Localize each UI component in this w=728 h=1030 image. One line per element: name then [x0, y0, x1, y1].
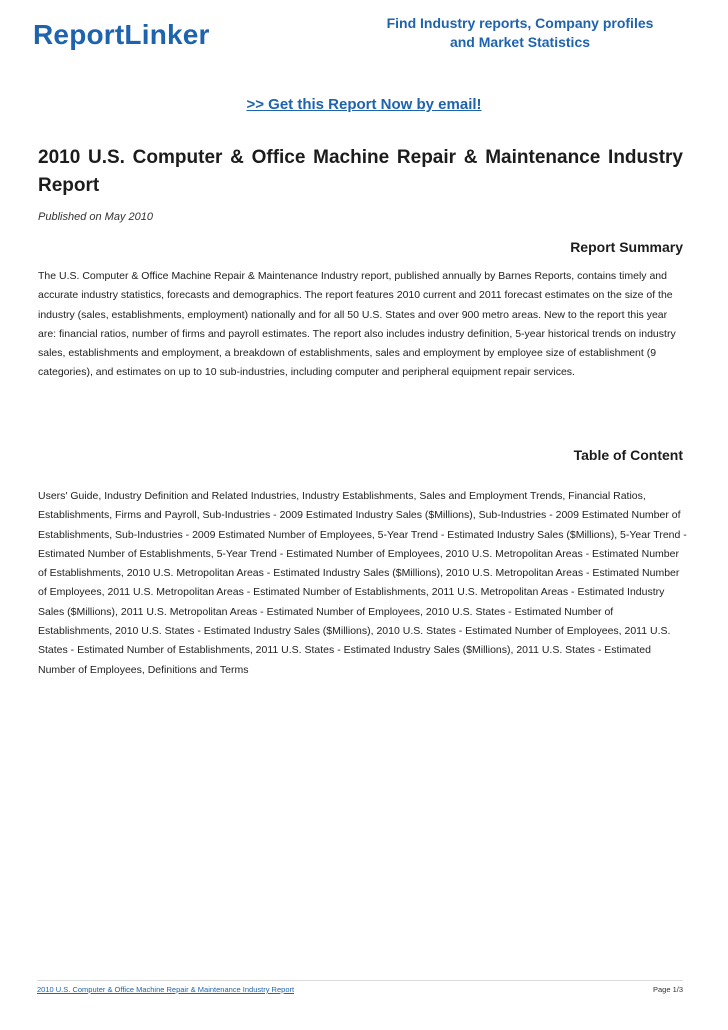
report-title: 2010 U.S. Computer & Office Machine Repair & Maintenance Industry Report [38, 147, 683, 196]
page-footer [37, 980, 683, 999]
published-date: Published on May 2010 [38, 211, 153, 223]
reportlinker-logo[interactable]: ReportLinker [33, 19, 210, 50]
table-of-content-text: Users' Guide, Industry Definition and Related Industries, Industry Establishments, Sales and Employment Trends, Financial Ratios, Establishments, Firms and Payroll, Sub-Industries - 2009 Estimated Industry Sales ($Millions), Sub-Industries - 2009 Estimated Number of Establishments, Sub-Industries - 2009 Estimated Number of Employees, 5-Year Trend - Estimated Industry Sales ($Millions), 5-Year Trend - Estimated Number of Establishments, 5-Year Trend - Estimated Number of Employees, 2010 U.S. Metropolitan Areas - Estimated Number of Establishments, 2010 U.S. Metropolitan Areas - Estimated Industry Sales ($Millions), 2010 U.S. Metropolitan Areas - Estimated Number of Employees, 2011 U.S. Metropolitan Areas - Estimated Number of Establishments, 2011 U.S. Metropolitan Areas - Estimated Industry Sales ($Millions), 2011 U.S. Metropolitan Areas - Estimated Number of Employees, 2010 U.S. States - Estimated Number of Establishments, 2010 U.S. States - Estimated Industry Sales ($Millions), 2010 U.S. States - Estimated Number of Employees, 2011 U.S. States - Estimated Number of Establishments, 2011 U.S. States - Estimated Industry Sales ($Millions), 2011 U.S. States - Estimated Number of Employees, Definitions and Terms [38, 490, 687, 676]
table-of-content-heading: Table of Content [573, 447, 683, 463]
footer-report-link[interactable]: 2010 U.S. Computer & Office Machine Repair & Maintenance Industry Report [37, 985, 295, 994]
page-number: Page 1/3 [652, 985, 683, 994]
report-summary-heading: Report Summary [570, 239, 683, 255]
tagline-line-1: Find Industry reports, Company profiles [386, 15, 654, 31]
header-tagline [360, 14, 680, 52]
tagline-line-2: and Market Statistics [449, 34, 591, 50]
get-report-email-link[interactable]: >> Get this Report Now by email! [246, 96, 482, 113]
report-summary-text: The U.S. Computer & Office Machine Repair & Maintenance Industry report, published annually by Barnes Reports, contains timely and accurate industry statistics, forecasts and demographics. The report features 2010 current and 2011 forecast estimates on the size of the industry (sales, establishments, employment) nationally and for all 50 U.S. States and over 900 metro areas. New to the report this year are: financial ratios, number of firms and payroll estimates. The report also includes industry definition, 5-year historical trends on industry sales, establishments and employment, a breakdown of establishments, sales and employment by employee size of establishment (9 categories), and estimates on up to 10 sub-industries, including computer and peripheral equipment repair services. [38, 270, 676, 379]
